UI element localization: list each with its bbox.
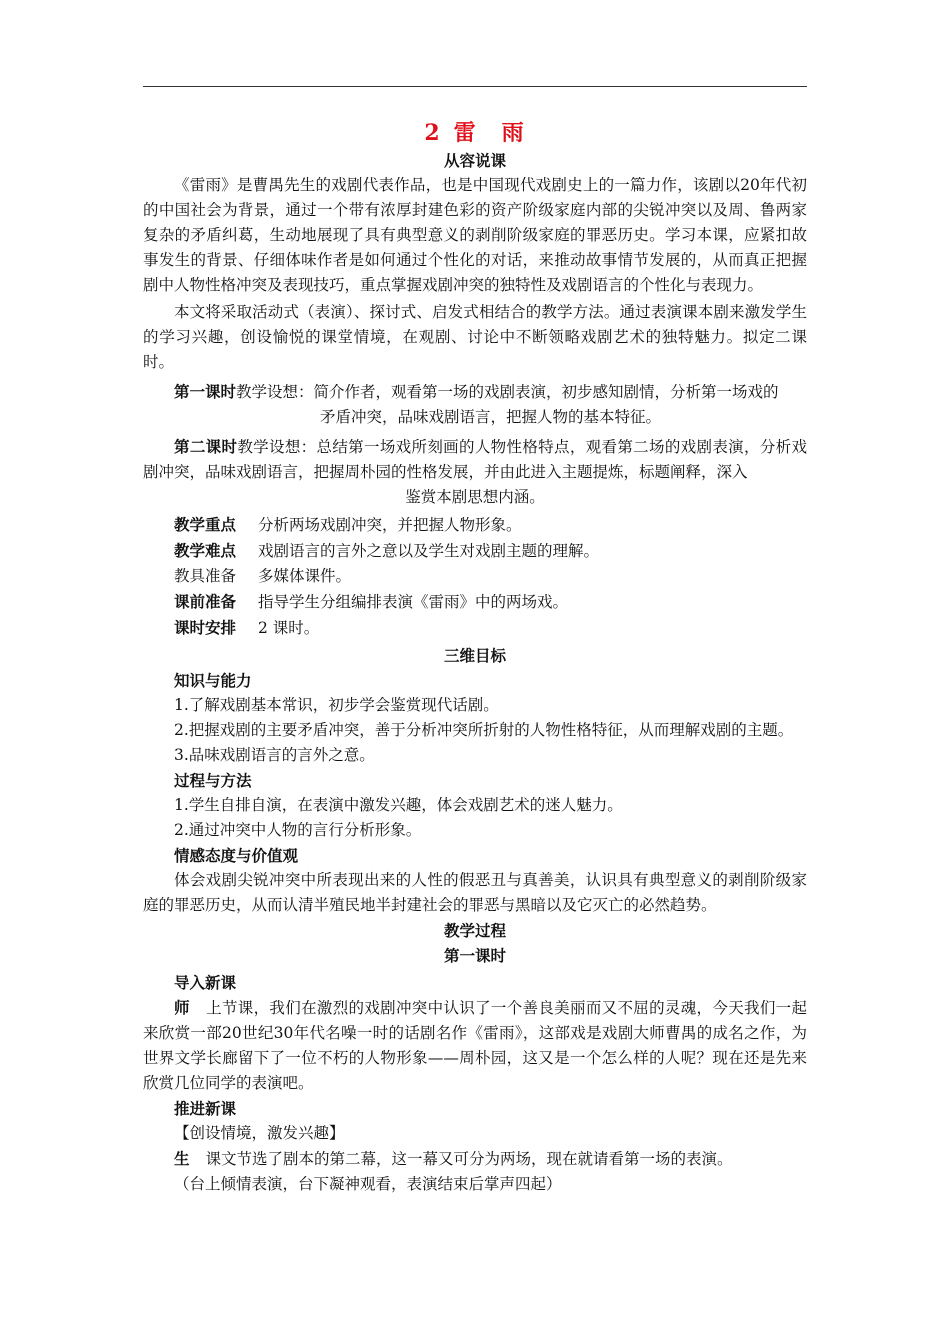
first-session-text-cont: 矛盾冲突，品味戏剧语言，把握人物的基本特征。 <box>319 408 661 426</box>
meta-value: 多媒体课件。 <box>258 567 352 585</box>
second-session-label: 第二课时 <box>174 437 238 456</box>
emotion-item-1: 体会戏剧尖锐冲突中所表现出来的人性的假恶丑与真善美，认识具有典型意义的剥削阶级家庭的罪恶历史，从而认清半殖民地半封建社会的罪恶与黑暗以及它灭亡的必然趋势。 <box>143 871 807 914</box>
meta-value: 2 课时。 <box>258 619 320 637</box>
lesson-number: 2 <box>424 120 442 146</box>
teacher-speech <box>143 995 807 1096</box>
meta-key: 教具准备 <box>174 567 237 585</box>
section-heading-goals: 三维目标 <box>443 646 506 665</box>
meta-key: 课前准备 <box>174 592 237 611</box>
subheading-intro: 导入新课 <box>174 973 237 992</box>
process-item-2: 2.通过冲突中人物的言行分析形象。 <box>174 821 422 839</box>
meta-row <box>143 512 807 538</box>
knowledge-item-3: 3.品味戏剧语言的言外之意。 <box>174 746 375 764</box>
teacher-label: 师 <box>174 998 190 1017</box>
subheading-emotion: 情感态度与价值观 <box>174 846 299 865</box>
header-rule <box>143 86 807 87</box>
stage-note: （台上倾情表演，台下凝神观看，表演结束后掌声四起） <box>174 1175 562 1193</box>
meta-row <box>143 615 807 641</box>
process-item-1: 1.学生自排自演，在表演中激发兴趣，体会戏剧艺术的迷人魅力。 <box>174 796 623 814</box>
student-speech <box>143 1146 807 1172</box>
second-session-text: 教学设想：总结第一场戏所刻画的人物性格特点，观看第二场的戏剧表演，分析戏剧冲突，品味戏剧语言，把握周朴园的性格发展，并由此进入主题提炼，标题阐释，深入 <box>143 438 807 481</box>
section-heading-process: 教学过程 <box>443 921 506 940</box>
subheading-advance: 推进新课 <box>174 1099 237 1118</box>
plan-second-session <box>143 434 807 510</box>
first-session-text: 教学设想：简介作者，观看第一场的戏剧表演，初步感知剧情，分析第一场戏的 <box>236 383 779 401</box>
meta-row <box>143 538 807 564</box>
meta-key: 教学重点 <box>174 515 237 534</box>
meta-key: 课时安排 <box>174 618 237 637</box>
meta-value: 分析两场戏剧冲突，并把握人物形象。 <box>258 516 522 534</box>
subheading-process: 过程与方法 <box>174 771 252 790</box>
lesson-name: 雷 雨 <box>453 120 526 146</box>
plan-first-session <box>143 379 807 430</box>
meta-row <box>143 589 807 615</box>
knowledge-item-2: 2.把握戏剧的主要矛盾冲突，善于分析冲突所折射的人物性格特征，从而理解戏剧的主题。 <box>174 721 794 739</box>
session-heading: 第一课时 <box>443 946 506 965</box>
section-heading-intro: 从容说课 <box>443 151 506 170</box>
bracket-heading: 【创设情境，激发兴趣】 <box>174 1124 345 1142</box>
subheading-knowledge: 知识与能力 <box>174 671 252 690</box>
intro-paragraph-2: 本文将采取活动式（表演）、探讨式、启发式相结合的教学方法。通过表演课本剧来激发学生的学习兴趣，创设愉悦的课堂情境，在观剧、讨论中不断领略戏剧艺术的独特魅力。拟定二课时。 <box>143 303 807 371</box>
meta-value: 戏剧语言的言外之意以及学生对戏剧主题的理解。 <box>258 542 600 560</box>
student-text: 课文节选了剧本的第二幕，这一幕又可分为两场，现在就请看第一场的表演。 <box>205 1150 733 1168</box>
teacher-text: 上节课，我们在激烈的戏剧冲突中认识了一个善良美丽而又不屈的灵魂，今天我们一起来欣赏一部20世纪30年代名噪一时的话剧名作《雷雨》，这部戏是戏剧大师曹禺的成名之作，为世界文学长廊留下了一位不朽的人物形象——周朴园，这又是一个怎么样的人呢？现在还是先来欣赏几位同学的表演吧。 <box>143 999 807 1092</box>
meta-key: 教学难点 <box>174 541 237 560</box>
first-session-label: 第一课时 <box>174 382 237 401</box>
lesson-title <box>143 118 807 148</box>
knowledge-item-1: 1.了解戏剧基本常识，初步学会鉴赏现代话剧。 <box>174 696 499 714</box>
intro-paragraph-1: 《雷雨》是曹禺先生的戏剧代表作品，也是中国现代戏剧史上的一篇力作，该剧以20年代初的中国社会为背景，通过一个带有浓厚封建色彩的资产阶级家庭内部的尖锐冲突以及周、鲁两家复杂的矛盾纠葛，生动地展现了具有典型意义的剥削阶级家庭的罪恶历史。学习本课，应紧扣故事发生的背景、仔细体味作者是如何通过个性化的对话，来推动故事情节发展的，从而真正把握剧中人物性格冲突及表现技巧，重点掌握戏剧冲突的独特性及戏剧语言的个性化与表现力。 <box>143 176 807 294</box>
second-session-text-cont: 鉴赏本剧思想内涵。 <box>405 488 545 506</box>
student-label: 生 <box>174 1149 190 1168</box>
document-body <box>143 118 807 1197</box>
meta-row <box>143 564 807 589</box>
lesson-meta <box>143 512 807 641</box>
meta-value: 指导学生分组编排表演《雷雨》中的两场戏。 <box>258 593 569 611</box>
